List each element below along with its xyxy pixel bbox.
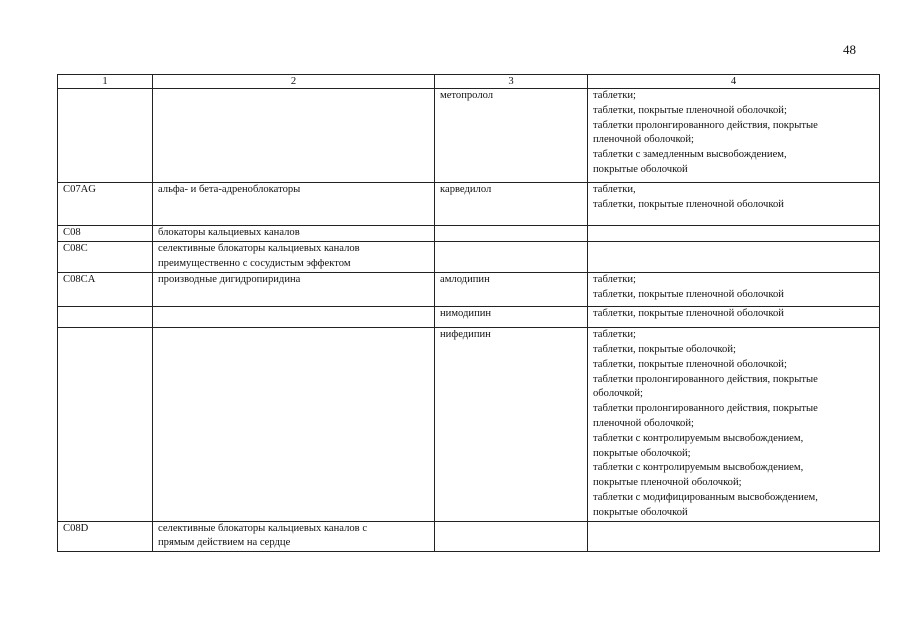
atc-code-cell xyxy=(58,328,153,521)
drug-name-cell xyxy=(435,89,588,183)
dosage-form-line: таблетки, покрытые пленочной оболочкой xyxy=(593,308,784,320)
atc-code-cell xyxy=(58,242,153,273)
group-name-line: блокаторы кальциевых каналов xyxy=(158,227,300,239)
drug-name-cell xyxy=(435,328,588,521)
group-name-line: селективные блокаторы кальциевых каналов xyxy=(158,243,360,255)
dosage-forms-cell xyxy=(588,182,880,226)
atc-code-cell xyxy=(58,521,153,552)
page-number: 48 xyxy=(843,42,856,57)
table-row xyxy=(58,307,880,328)
column-header: 4 xyxy=(588,75,880,89)
drug-name: нимодипин xyxy=(440,308,492,320)
dosage-form-line: таблетки, покрытые пленочной оболочкой xyxy=(593,288,784,300)
table-row xyxy=(58,226,880,242)
dosage-form-line: таблетки; xyxy=(593,329,636,341)
atc-code: C08C xyxy=(63,243,88,255)
dosage-form-line: покрытые пленочной оболочкой; xyxy=(593,477,742,489)
dosage-forms-cell xyxy=(588,521,880,552)
drug-name-cell xyxy=(435,182,588,226)
dosage-form-line: пленочной оболочкой; xyxy=(593,417,694,429)
drug-name-cell xyxy=(435,521,588,552)
dosage-form-line: таблетки; xyxy=(593,273,636,285)
dosage-form-line: таблетки с замедленным высвобождением, xyxy=(593,149,787,161)
drug-name: нифедипин xyxy=(440,329,491,341)
table-body xyxy=(58,89,880,552)
drug-name-cell xyxy=(435,307,588,328)
dosage-form-line: покрытые оболочкой xyxy=(593,506,688,518)
drug-name-cell xyxy=(435,226,588,242)
table-header xyxy=(58,75,880,89)
group-name-line: прямым действием на сердце xyxy=(158,537,291,549)
dosage-form-line: таблетки; xyxy=(593,90,636,101)
group-name-cell xyxy=(153,226,435,242)
drug-name: амлодипин xyxy=(440,273,490,285)
dosage-form-line: покрытые оболочкой xyxy=(593,163,688,175)
group-name-cell xyxy=(153,242,435,273)
atc-code-cell xyxy=(58,226,153,242)
table-row xyxy=(58,182,880,226)
atc-code: C07AG xyxy=(63,183,96,195)
drug-name: метопролол xyxy=(440,90,494,101)
medication-table xyxy=(57,74,880,552)
table-row xyxy=(58,242,880,273)
drug-name-cell xyxy=(435,272,588,307)
dosage-form-line: таблетки пролонгированного действия, покрытые xyxy=(593,403,818,415)
group-name-cell xyxy=(153,307,435,328)
dosage-form-line: таблетки, покрытые пленочной оболочкой; xyxy=(593,104,787,116)
group-name-line: преимущественно с сосудистым эффектом xyxy=(158,257,351,269)
atc-code: C08 xyxy=(63,227,81,239)
drug-name: карведилол xyxy=(440,183,492,195)
atc-code-cell xyxy=(58,307,153,328)
atc-code: C08D xyxy=(63,522,89,534)
table-row xyxy=(58,521,880,552)
dosage-form-line: таблетки с модифицированным высвобождением, xyxy=(593,491,818,503)
group-name-cell xyxy=(153,89,435,183)
dosage-form-line: оболочкой; xyxy=(593,388,643,400)
dosage-forms-cell xyxy=(588,242,880,273)
column-header: 2 xyxy=(153,75,435,89)
dosage-form-line: таблетки с контролируемым высвобождением, xyxy=(593,432,804,444)
dosage-forms-cell xyxy=(588,226,880,242)
atc-code-cell xyxy=(58,89,153,183)
dosage-form-line: таблетки пролонгированного действия, покрытые xyxy=(593,119,818,131)
group-name-line: производные дигидропиридина xyxy=(158,273,301,285)
group-name-line: селективные блокаторы кальциевых каналов с xyxy=(158,522,368,534)
dosage-form-line: покрытые оболочкой; xyxy=(593,447,691,459)
group-name-cell xyxy=(153,521,435,552)
group-name-line: альфа- и бета-адреноблокаторы xyxy=(158,183,301,195)
group-name-cell xyxy=(153,182,435,226)
dosage-forms-cell xyxy=(588,272,880,307)
group-name-cell xyxy=(153,328,435,521)
dosage-forms-cell xyxy=(588,328,880,521)
dosage-form-line: таблетки, покрытые пленочной оболочкой; xyxy=(593,358,787,370)
dosage-form-line: таблетки, покрытые оболочкой; xyxy=(593,343,736,355)
group-name-cell xyxy=(153,272,435,307)
dosage-form-line: таблетки, покрытые пленочной оболочкой xyxy=(593,198,784,210)
column-header: 1 xyxy=(58,75,153,89)
table-row xyxy=(58,272,880,307)
table-row xyxy=(58,328,880,521)
atc-code-cell xyxy=(58,272,153,307)
dosage-forms-cell xyxy=(588,307,880,328)
dosage-forms-cell xyxy=(588,89,880,183)
dosage-form-line: таблетки пролонгированного действия, покрытые xyxy=(593,373,818,385)
drug-name-cell xyxy=(435,242,588,273)
atc-code: C08CA xyxy=(63,273,96,285)
dosage-form-line: таблетки, xyxy=(593,183,636,195)
table-row xyxy=(58,89,880,183)
header-row xyxy=(58,75,880,89)
atc-code-cell xyxy=(58,182,153,226)
dosage-form-line: пленочной оболочкой; xyxy=(593,134,694,146)
dosage-form-line: таблетки с контролируемым высвобождением, xyxy=(593,462,804,474)
column-header: 3 xyxy=(435,75,588,89)
